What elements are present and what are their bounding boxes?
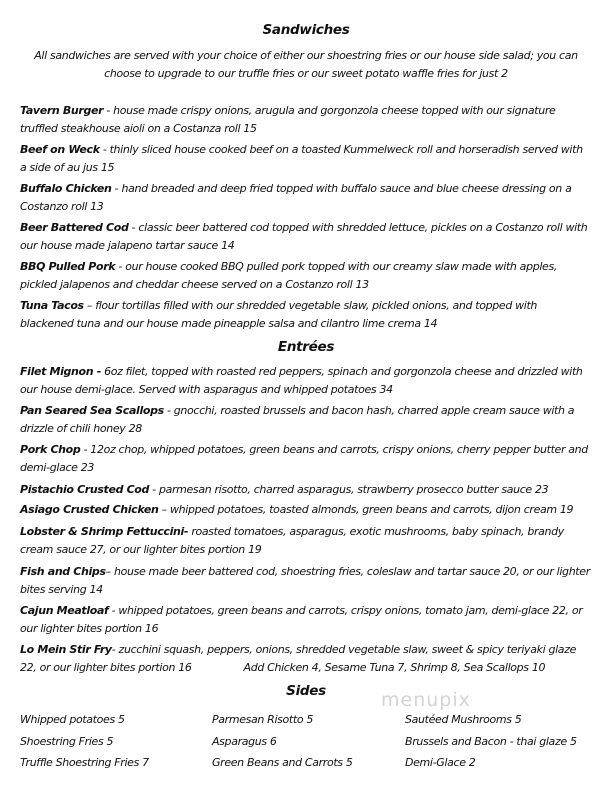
side-item: Green Beans and Carrots 5 — [212, 756, 353, 769]
item-name: Buffalo Chicken — [20, 182, 112, 195]
item-name: Pork Chop — [20, 443, 81, 456]
item-addons: Add Chicken 4, Sesame Tuna 7, Shrimp 8, Sea Scallops 10 — [243, 660, 546, 674]
item-name: Lo Mein Stir Fry — [20, 643, 112, 656]
menu-item-buffalo-chicken: Buffalo Chicken - hand breaded and deep fried topped with buffalo sauce and blue cheese dressing on a Costanzo roll 13 — [20, 182, 572, 213]
menu-item-pan-seared-sea-scallops: Pan Seared Sea Scallops - gnocchi, roasted brussels and bacon hash, charred apple cream sauce with a drizzle of chili honey 28 — [20, 404, 575, 435]
sandwiches-intro-line1: All sandwiches are served with your choice of either our shoestring fries or our house side salad; you can — [34, 49, 578, 62]
menu-item-pistachio-crusted-cod: Pistachio Crusted Cod - parmesan risotto, charred asparagus, strawberry prosecco butter sauce 23 — [20, 483, 549, 496]
item-description: gnocchi, roasted brussels and bacon hash, charred apple cream sauce with a drizzle of chili honey 28 — [20, 404, 575, 435]
item-description: hand breaded and deep fried topped with buffalo sauce and blue cheese dressing on a Costanzo roll 13 — [20, 182, 572, 213]
sandwiches-heading: Sandwiches — [262, 22, 350, 38]
item-description: 6oz filet, topped with roasted red peppers, spinach and gorgonzola cheese and drizzled with our house demi-glace. Served with asparagus and whipped potatoes 34 — [20, 365, 583, 396]
menu-item-beer-battered-cod: Beer Battered Cod - classic beer battered cod topped with shredded lettuce, pickles on a Costanzo roll with our house made jalapeno tartar sauce 14 — [20, 221, 588, 252]
item-description: house made crispy onions, arugula and gorgonzola cheese topped with our signature truffled steakhouse aioli on a Costanza roll 15 — [20, 104, 556, 135]
side-item: Demi-Glace 2 — [405, 756, 476, 769]
side-item: Parmesan Risotto 5 — [212, 713, 314, 726]
item-name: Pistachio Crusted Cod — [20, 483, 150, 496]
sides-heading: Sides — [286, 683, 326, 699]
side-item: Truffle Shoestring Fries 7 — [20, 756, 149, 769]
menu-item-filet-mignon — [20, 363, 592, 398]
sandwiches-intro-line2: choose to upgrade to our truffle fries or our sweet potato waffle fries for just 2 — [104, 67, 508, 80]
item-name: Lobster & Shrimp Fettuccini- — [20, 525, 189, 538]
item-name: Beer Battered Cod — [20, 221, 129, 234]
menu-item-fish-and-chips: Fish and Chips– house made beer battered cod, shoestring fries, coleslaw and tartar sauce 20, or our lighter bites serving 14 — [20, 565, 590, 596]
item-description: zucchini squash, peppers, onions, shredded vegetable slaw, sweet & spicy teriyaki glaze 22, or our lighter bites portion 16 — [20, 643, 577, 674]
item-name: Pan Seared Sea Scallops — [20, 404, 164, 417]
menu-item-lo-mein-stir-fry: Lo Mein Stir Fry- zucchini squash, peppers, onions, shredded vegetable slaw, sweet & spicy teriyaki glaze 22, or our lighter bites portion 16 Add Chicken 4, Sesame Tuna 7, Shrimp 8, Sea Scallops 10 — [20, 643, 577, 674]
menu-item-beef-on-weck: Beef on Weck - thinly sliced house cooked beef on a toasted Kummelweck roll and horseradish served with a side of au jus 15 — [20, 143, 583, 174]
side-item: Whipped potatoes 5 — [20, 713, 125, 726]
side-item: Asparagus 6 — [212, 735, 277, 748]
item-description: flour tortillas filled with our shredded vegetable slaw, pickled onions, and topped with blackened tuna and our house made pineapple salsa and cilantro lime crema 14 — [20, 299, 538, 330]
side-item: Sautéed Mushrooms 5 — [405, 713, 522, 726]
item-description: parmesan risotto, charred asparagus, strawberry prosecco butter sauce 23 — [158, 483, 549, 496]
item-description: whipped potatoes, toasted almonds, green beans and carrots, dijon cream 19 — [169, 503, 574, 516]
menu-item-asiago-crusted-chicken: Asiago Crusted Chicken – whipped potatoes, toasted almonds, green beans and carrots, dijon cream 19 — [20, 503, 574, 516]
item-name: BBQ Pulled Pork — [20, 260, 116, 273]
item-description: house made beer battered cod, shoestring fries, coleslaw and tartar sauce 20, or our lighter bites serving 14 — [20, 565, 590, 596]
menu-item-cajun-meatloaf: Cajun Meatloaf - whipped potatoes, green beans and carrots, crispy onions, tomato jam, demi-glace 22, or our lighter bites portion 16 — [20, 604, 583, 635]
menu-item-pork-chop: Pork Chop - 12oz chop, whipped potatoes, green beans and carrots, crispy onions, cherry pepper butter and demi-glace 23 — [20, 443, 588, 474]
item-name: Tavern Burger — [20, 104, 104, 117]
item-name: Filet Mignon - — [20, 365, 101, 378]
item-description: classic beer battered cod topped with shredded lettuce, pickles on a Costanzo roll with our house made jalapeno tartar sauce 14 — [20, 221, 588, 252]
menu-item-bbq-pulled-pork: BBQ Pulled Pork - our house cooked BBQ pulled pork topped with our creamy slaw made with apples, pickled jalapenos and cheddar cheese served on a Costanzo roll 13 — [20, 260, 557, 291]
item-name: Asiago Crusted Chicken — [20, 503, 159, 516]
entrees-heading: Entrées — [277, 339, 335, 355]
item-name: Beef on Weck — [20, 143, 100, 156]
item-description: whipped potatoes, green beans and carrots, crispy onions, tomato jam, demi-glace 22, or our lighter bites portion 16 — [20, 604, 583, 635]
side-item: Shoestring Fries 5 — [20, 735, 114, 748]
item-name: Fish and Chips — [20, 565, 106, 578]
item-description: 12oz chop, whipped potatoes, green beans and carrots, crispy onions, cherry pepper butter and demi-glace 23 — [20, 443, 588, 474]
menu-item-tavern-burger: Tavern Burger - house made crispy onions, arugula and gorgonzola cheese topped with our signature truffled steakhouse aioli on a Costanza roll 15 — [20, 104, 556, 135]
side-item: Brussels and Bacon - thai glaze 5 — [405, 735, 577, 748]
menu-item-lobster-shrimp-fettuccini — [20, 523, 592, 558]
item-description: our house cooked BBQ pulled pork topped with our creamy slaw made with apples, pickled jalapenos and cheddar cheese served on a Costanzo roll 13 — [20, 260, 557, 291]
item-name: Tuna Tacos — [20, 299, 84, 312]
item-description: thinly sliced house cooked beef on a toasted Kummelweck roll and horseradish served with a side of au jus 15 — [20, 143, 583, 174]
item-description: roasted tomatoes, asparagus, exotic mushrooms, baby spinach, brandy cream sauce 27, or our lighter bites portion 19 — [20, 525, 564, 556]
item-name: Cajun Meatloaf — [20, 604, 109, 617]
menupix-watermark: menupix — [381, 689, 471, 711]
menu-item-tuna-tacos: Tuna Tacos – flour tortillas filled with our shredded vegetable slaw, pickled onions, and topped with blackened tuna and our house made pineapple salsa and cilantro lime crema 14 — [20, 299, 538, 330]
